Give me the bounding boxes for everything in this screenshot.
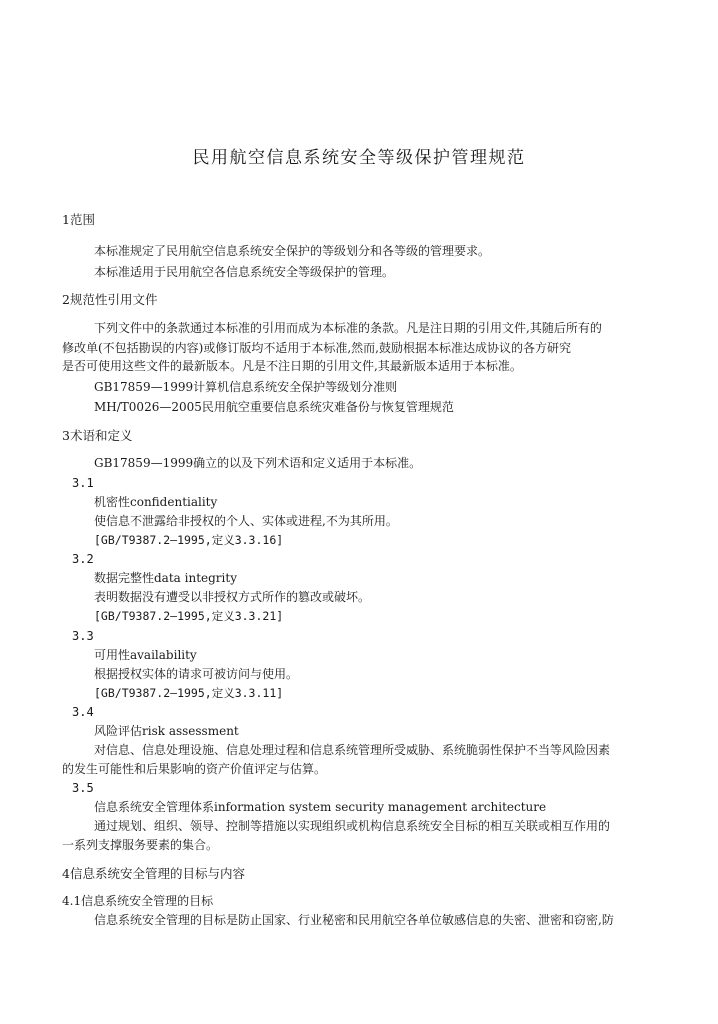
term-3-2-number: 3.2 xyxy=(72,552,94,566)
section-1-paragraph-2: 本标准适用于民用航空各信息系统安全等级保护的管理。 xyxy=(94,265,395,279)
section-3-intro: GB17859—1999确立的以及下列术语和定义适用于本标准。 xyxy=(94,456,422,470)
term-3-4-definition-line-2: 的发生可能性和后果影响的资产价值评定与估算。 xyxy=(62,762,327,776)
normative-reference-2: MH/T0026—2005民用航空重要信息系统灾难备份与恢复管理规范 xyxy=(94,400,454,414)
term-3-1-name: 机密性confidentiality xyxy=(94,495,218,509)
normative-reference-1: GB17859—1999计算机信息系统安全保护等级划分准则 xyxy=(94,380,398,394)
term-3-1-definition: 使信息不泄露给非授权的个人、实体或进程,不为其所用。 xyxy=(94,514,398,528)
term-3-2-name: 数据完整性data integrity xyxy=(94,571,237,585)
term-3-3-number: 3.3 xyxy=(72,629,94,643)
term-3-5-definition-line-2: 一系列支撑服务要素的集合。 xyxy=(62,838,219,852)
section-3-heading: 3术语和定义 xyxy=(62,428,133,443)
section-4-heading: 4信息系统安全管理的目标与内容 xyxy=(62,866,245,881)
section-4-1-heading: 4.1信息系统安全管理的目标 xyxy=(62,894,214,908)
section-2-paragraph-line-1: 下列文件中的条款通过本标准的引用而成为本标准的条款。凡是注日期的引用文件,其随后所有的 xyxy=(94,321,602,335)
section-1-heading: 1范围 xyxy=(62,212,95,227)
section-2-paragraph-line-2: 修改单(不包括勘误的内容)或修订版均不适用于本标准,然而,鼓励根据本标准达成协议的各方研究 xyxy=(62,341,571,355)
term-3-2-definition: 表明数据没有遭受以非授权方式所作的篡改或破坏。 xyxy=(94,590,371,604)
term-3-3-name: 可用性availability xyxy=(94,648,197,662)
term-3-3-definition: 根据授权实体的请求可被访问与使用。 xyxy=(94,667,299,681)
section-2-heading: 2规范性引用文件 xyxy=(62,292,158,307)
section-2-paragraph-line-3: 是否可使用这些文件的最新版本。凡是不注日期的引用文件,其最新版本适用于本标准。 xyxy=(62,359,522,373)
term-3-4-definition-line-1: 对信息、信息处理设施、信息处理过程和信息系统管理所受威胁、系统脆弱性保护不当等风险因素 xyxy=(94,743,611,757)
section-4-1-paragraph-line-1: 信息系统安全管理的目标是防止国家、行业秘密和民用航空各单位敏感信息的失密、泄密和窃密,防 xyxy=(94,913,614,927)
term-3-5-name: 信息系统安全管理体系information system security management architecture xyxy=(94,800,547,814)
term-3-2-reference: [GB/T9387.2—1995,定义3.3.21] xyxy=(94,609,284,623)
term-3-5-definition-line-1: 通过规划、组织、领导、控制等措施以实现组织或机构信息系统安全目标的相互关联或相互作用的 xyxy=(94,819,611,833)
term-3-1-reference: [GB/T9387.2—1995,定义3.3.16] xyxy=(94,533,284,547)
section-1-paragraph-1: 本标准规定了民用航空信息系统安全保护的等级划分和各等级的管理要求。 xyxy=(94,244,491,258)
term-3-4-name: 风险评估risk assessment xyxy=(94,724,239,738)
term-3-4-number: 3.4 xyxy=(72,705,94,719)
term-3-1-number: 3.1 xyxy=(72,476,94,490)
document-title: 民用航空信息系统安全等级保护管理规范 xyxy=(192,148,526,168)
term-3-5-number: 3.5 xyxy=(72,781,94,795)
term-3-3-reference: [GB/T9387.2—1995,定义3.3.11] xyxy=(94,686,284,700)
